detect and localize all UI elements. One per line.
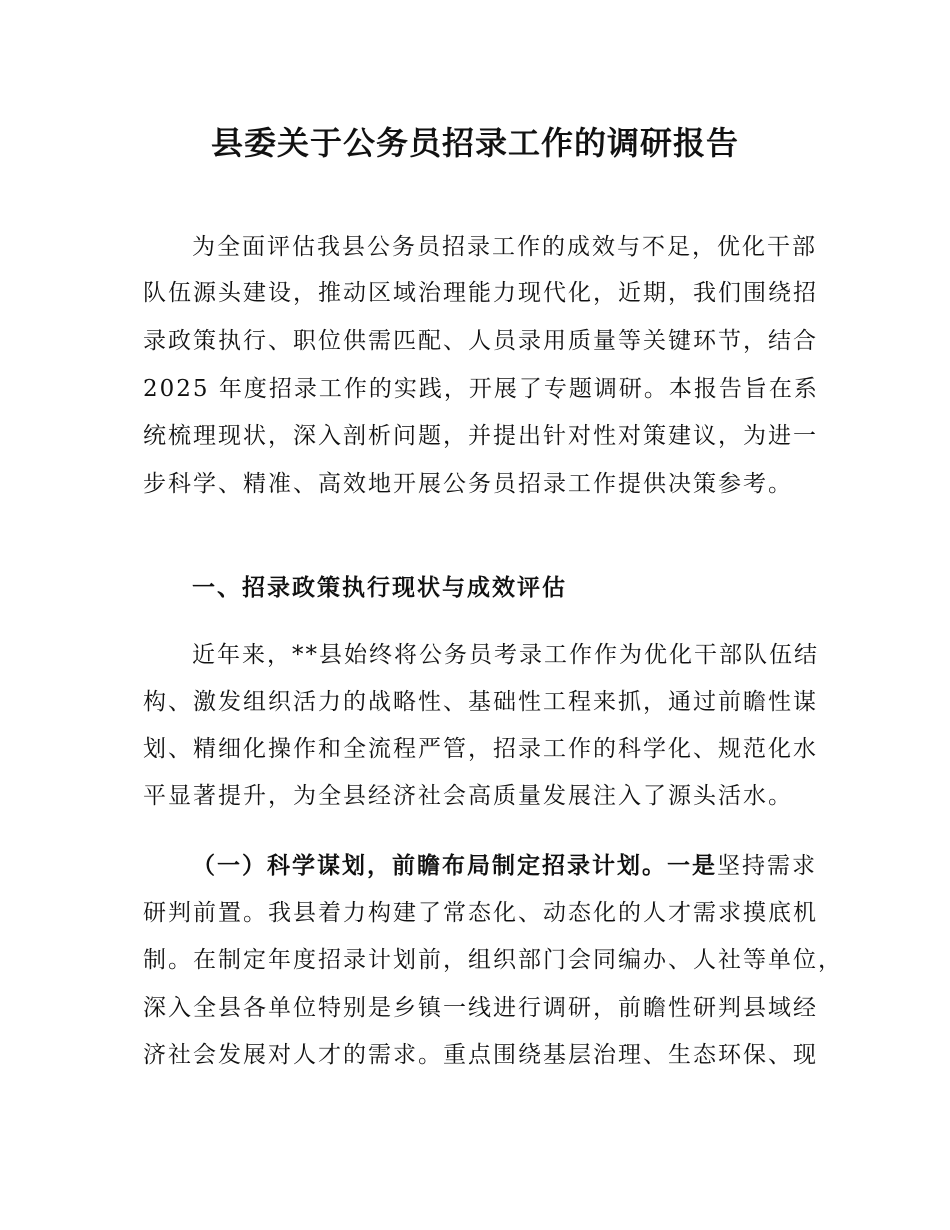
intro-line: 队伍源头建设，推动区域治理能力现代化，近期，我们围绕招 bbox=[143, 280, 818, 306]
subsection-text: 坚持需求 bbox=[717, 853, 817, 879]
intro-line: 统梳理现状，深入剖析问题，并提出针对性对策建议，为进一 bbox=[143, 423, 818, 449]
subsection-line: 深入全县各单位特别是乡镇一线进行调研，前瞻性研判县域经 bbox=[143, 995, 818, 1021]
section-heading: 一、招录政策执行现状与成效评估 bbox=[192, 575, 567, 601]
subsection-first-line bbox=[192, 851, 817, 881]
subsection-heading: （一）科学谋划，前瞻布局制定招录计划。 bbox=[192, 853, 667, 879]
section1-line: 划、精细化操作和全流程严管，招录工作的科学化、规范化水 bbox=[143, 736, 818, 762]
section1-line: 构、激发组织活力的战略性、基础性工程来抓，通过前瞻性谋 bbox=[143, 689, 818, 715]
subsection-line: 制。在制定年度招录计划前，组织部门会同编办、人社等单位， bbox=[143, 947, 843, 973]
subsection-lead: 一是 bbox=[667, 853, 717, 879]
section1-line: 平显著提升，为全县经济社会高质量发展注入了源头活水。 bbox=[143, 783, 793, 809]
document-title: 县委关于公务员招录工作的调研报告 bbox=[210, 124, 739, 162]
intro-line: 录政策执行、职位供需匹配、人员录用质量等关键环节，结合 bbox=[143, 328, 818, 354]
subsection-line: 济社会发展对人才的需求。重点围绕基层治理、生态环保、现 bbox=[143, 1042, 818, 1068]
subsection-line: 研判前置。我县着力构建了常态化、动态化的人才需求摸底机 bbox=[143, 900, 818, 926]
intro-line: 为全面评估我县公务员招录工作的成效与不足，优化干部 bbox=[192, 234, 817, 260]
intro-line: 步科学、精准、高效地开展公务员招录工作提供决策参考。 bbox=[143, 471, 793, 497]
section1-line: 近年来，**县始终将公务员考录工作作为优化干部队伍结 bbox=[192, 642, 819, 668]
intro-line: 2025 年度招录工作的实践，开展了专题调研。本报告旨在系 bbox=[143, 376, 819, 402]
